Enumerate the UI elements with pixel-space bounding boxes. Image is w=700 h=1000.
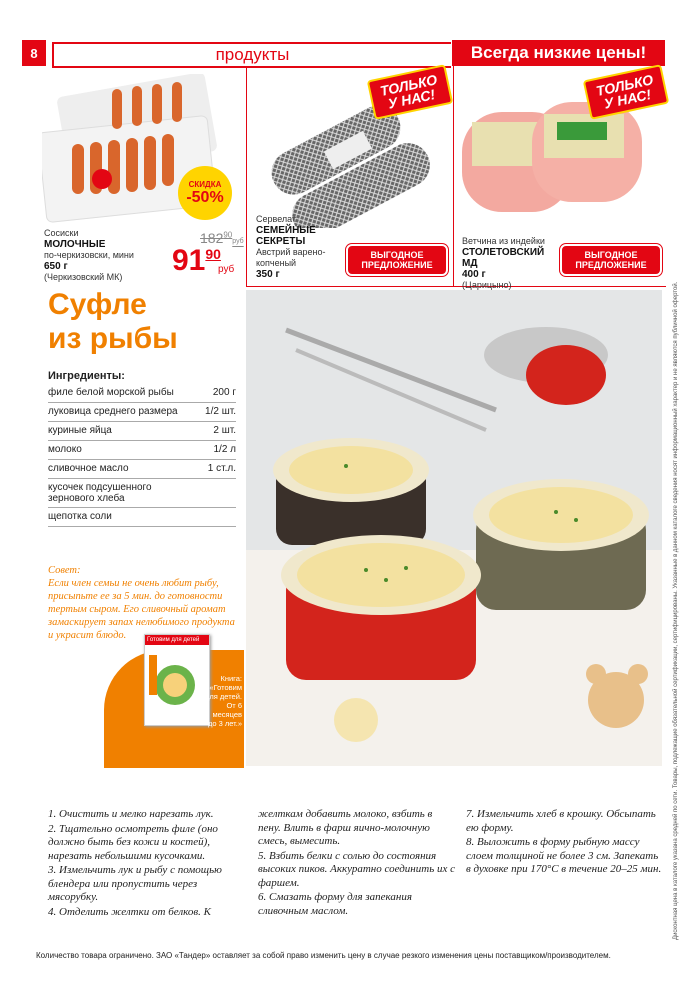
book-cover-image (145, 645, 207, 715)
product-weight: 350 г (256, 269, 280, 280)
ingredients-list (48, 384, 236, 527)
recipe-step: 4. Отделить желтки от белков. К (48, 905, 211, 918)
product-maker: (Черкизовский МК) (44, 272, 123, 282)
book-promo[interactable] (104, 637, 244, 768)
souffle-photo (246, 290, 662, 766)
product-weight: 650 г (44, 261, 68, 272)
footer-note: Количество товара ограничено. ЗАО «Тандер» оставляет за собой право изменить цену в случае резкого изменения цены поставщиком/производителем. (36, 951, 611, 960)
ingredient-row (48, 384, 236, 403)
product-card-sausages[interactable] (38, 68, 244, 286)
ingredient-qty: 1 ст.л. (207, 463, 236, 474)
ingredient-row (48, 422, 236, 441)
only-here-badge: ТОЛЬКО У НАС! (583, 64, 670, 120)
price-kop: 90 (205, 246, 221, 262)
product-name: СТОЛЕТОВСКИЙ МД (462, 247, 545, 269)
product-name: МОЛОЧНЫЕ (44, 239, 106, 250)
product-card-ham[interactable] (456, 68, 666, 290)
ingredient-name: щепотка соли (48, 511, 112, 522)
recipe-step: 7. Измельчить хлеб в крошку. Обсыпать ею форму. (466, 808, 656, 834)
tip-label: Совет: (48, 565, 81, 576)
discount-badge-label: СКИДКА (188, 179, 222, 189)
ingredient-qty: 200 г (212, 387, 236, 398)
best-offer-badge: ВЫГОДНОЕ ПРЕДЛОЖЕНИЕ (560, 244, 662, 276)
recipe-step: 5. Взбить белки с солью до состояния высоких пиков. Аккуратно соединить их с фаршем. (258, 849, 455, 889)
ingredient-name: молоко (48, 444, 82, 455)
product-card-cervelat[interactable] (250, 68, 450, 286)
steps-column-1 (48, 808, 246, 920)
ingredient-qty: 1/2 л (213, 444, 236, 455)
discount-badge-value: -50% (186, 188, 224, 206)
grid-divider (453, 66, 454, 286)
price-rub: 91 (172, 244, 206, 277)
book-caption: Книга: «Готовим для детей. От 6 месяцев до 3 лет.» (205, 674, 242, 728)
ingredient-name: кусочек подсушенного зернового хлеба (48, 482, 152, 504)
old-price (200, 230, 244, 246)
ingredient-name: луковица среднего размера (48, 406, 178, 417)
price-unit: руб (218, 264, 235, 275)
page-number: 8 (22, 40, 46, 66)
tip-box (48, 564, 238, 642)
only-here-badge: ТОЛЬКО У НАС! (367, 64, 454, 120)
ingredient-row (48, 479, 236, 508)
product-desc: Австрий варено-копченый (256, 247, 326, 268)
ingredients-heading: Ингредиенты: (48, 370, 125, 382)
recipe-step: 6. Смазать форму для запекания сливочным маслом. (258, 891, 412, 917)
steps-column-3 (466, 808, 664, 878)
best-offer-badge: ВЫГОДНОЕ ПРЕДЛОЖЕНИЕ (346, 244, 448, 276)
ingredient-qty: 2 шт. (213, 425, 236, 436)
discount-badge (178, 166, 232, 220)
ingredient-name: филе белой морской рыбы (48, 387, 174, 398)
book-cover (144, 634, 210, 726)
ingredient-row (48, 403, 236, 422)
product-name: СЕМЕЙНЫЕ СЕКРЕТЫ (256, 225, 316, 247)
new-price (172, 244, 235, 277)
slogan-banner: Всегда низкие цены! (452, 40, 665, 66)
recipe-step: 2. Тщательно осмотреть филе (оно должно быть без кожи и костей), нарезать небольшими кусочками. (48, 822, 218, 862)
recipe-step: желткам добавить молоко, взбить в пену. Влить в фарш яично-молочную смесь, вымесить. (258, 808, 433, 847)
grid-divider (246, 66, 247, 286)
ingredient-name: куриные яйца (48, 425, 112, 436)
ingredient-row (48, 441, 236, 460)
ingredient-row (48, 460, 236, 479)
recipe-step: 8. Выложить в форму рыбную массу слоем толщиной не более 3 см. Запекать в духовке при 170°С в течение 20–25 мин. (466, 836, 662, 875)
recipe-step: 1. Очистить и мелко нарезать лук. (48, 808, 214, 820)
product-type: Сервелат (256, 214, 297, 224)
product-type: Ветчина из индейки (462, 236, 545, 246)
old-price-kop: 90 (223, 230, 233, 240)
ingredient-name: сливочное масло (48, 463, 129, 474)
product-maker: (Царицыно) (462, 280, 512, 290)
recipe-title (48, 288, 248, 356)
old-price-unit: руб (232, 238, 244, 245)
old-price-rub: 182 (200, 230, 224, 246)
steps-column-2 (258, 808, 456, 919)
side-disclaimer-text: Дисконтная цена в каталоге указана средней по сети. Товары, подлежащие обязательной сертификации, сертифицированы. Указанные в данном каталоге сведения носят информационный характер и не являются публичной офертой. (673, 281, 679, 940)
section-title: продукты (52, 42, 451, 68)
product-weight: 400 г (462, 269, 486, 280)
grid-divider (246, 286, 666, 287)
recipe-step: 3. Измельчить лук и рыбу с помощью блендера или пропустить через мясорубку. (48, 864, 222, 903)
tip-text: Если член семьи не очень любит рыбу, присыпьте ее за 5 мин. до готовности тертым сыром. Его сливочный аромат замаскирует запах нелюбимого продукта и украсит блюдо. (48, 578, 235, 641)
ingredient-qty: 1/2 шт. (205, 406, 236, 417)
recipe-title-line2: из рыбы (48, 322, 178, 355)
ingredient-row (48, 508, 236, 527)
book-cover-title: Готовим для детей (145, 635, 209, 645)
product-type: Сосиски (44, 228, 79, 238)
product-desc: по-черкизовски, мини (44, 250, 134, 260)
recipe-title-line1: Суфле (48, 288, 147, 321)
side-disclaimer (673, 120, 683, 940)
